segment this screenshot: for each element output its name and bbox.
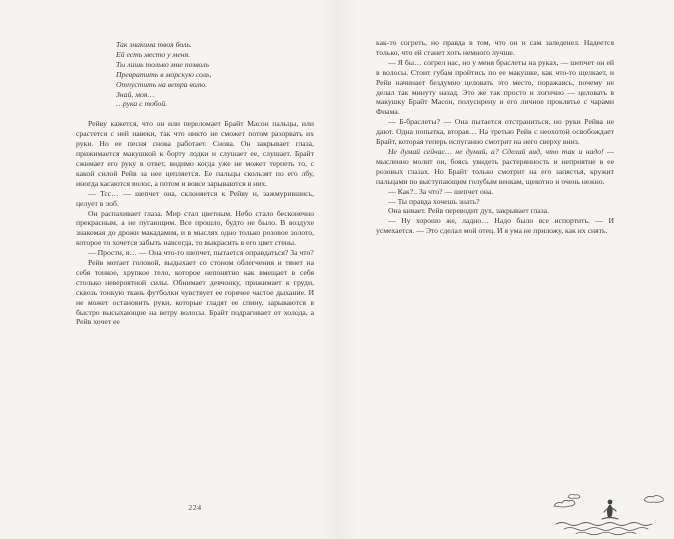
verse-block — [116, 40, 314, 109]
right-page-text-column — [376, 38, 614, 236]
dialogue-paragraph: — Тсс… — шепчет она, склоняется к Рейву и, зажмурившись, целует в лоб. — [76, 188, 314, 208]
page-number: 224 — [188, 503, 202, 512]
dialogue-paragraph: — Прости, я… — Она что-то шепчет, пытается оправдаться? За что? — [88, 248, 314, 258]
verse-line: Так знакома твоя боль. — [116, 40, 192, 49]
verse-line: …рука с тобой. — [116, 99, 168, 109]
figure-on-waves-illustration — [548, 488, 666, 536]
body-paragraph: Рейв мотает головой, выдыхает со стоном облегчения и тянет на себя тонкое, хрупкое тело, которое непонятно как вмещает в себя столько невероятной силы. Обнимает девчонку, прижимает к груди, сквозь тонкую ткань футболки чувствует ее горячее частое дыхание. И не может остановить руки, которые гладят ее спину, зарываются в быстро высыхающие на ветру волосы. Брайт подрагивает от холода, а Рейв хочет ее — [76, 258, 314, 327]
body-paragraph: Он распахивает глаза. Мир стал цветным. Небо стало бесконечно прекрасным, а не пугающим. Все прошло, будто не было. В воздухе знакомая до дрожи макадамия, и в мыслях одно только розовое золото, которое то хочется забыть навсегда, то выкрасить в его цвет стены. — [76, 208, 314, 248]
inner-monologue-paragraph — [376, 147, 614, 187]
verse-line: Ей есть место у меня. — [116, 49, 191, 59]
dialogue-paragraph: — Как?.. За что? — шепчет она. — [388, 186, 494, 196]
dialogue-paragraph: — Я бы… согрел нас, но у меня браслеты на руках, — шепчет он ей в волосы. Стоит губам пройтись по ее макушке, как что-то щелкает, и Рейв начинает бездумно целовать это место, поражаясь, почему не делал так минуту назад. Это же так просто и логично — целовать в макушку Брайт Масон, полусирену и его личное проклятье с чарами Фиама. — [376, 57, 614, 117]
body-paragraph: Рейву кажется, что он или переломает Брайт Масон пальцы, или срастется с ней навеки, так что никто не сможет потом разорвать их руки. Но ее песня снова работает. Снова. Он закрывает глаза, прижимается макушкой к борту лодки и слушает ее, слушает. Брайт сжимает его руку в ответ, видимо когда уже не может терпеть то, с какой силой Рейв за нее цепляется. Ее пальцы скользят по его лбу, иногда касаются волос, а потом и вовсе зарываются в них. — [76, 119, 314, 188]
dialogue-paragraph: — Б-браслеты? — Она пытается отстраниться, но руки Рейва не дают. Одна попытка, вторая… На третью Рейв с неохотой освобождает Брайт, которая теперь испуганно смотрит на него сверху вниз. — [376, 117, 614, 147]
left-page-text-column — [76, 38, 314, 327]
verse-line: Отпустить на ветра волю. — [116, 79, 208, 89]
dialogue-paragraph: — Ты правда хочешь знать? — [388, 196, 480, 206]
verse-line: Превратить в морскую соль, — [116, 69, 212, 79]
page-gutter — [318, 0, 356, 539]
verse-line: Знай, моя… — [116, 89, 155, 99]
verse-line: Ты лишь только мне позволь — [116, 59, 210, 69]
body-paragraph: Она кивает. Рейв переводит дух, закрывает глаза. — [388, 206, 550, 216]
dialogue-paragraph: — Ну хорошо же, ладно… Надо было все испортить. — И усмехается. — Это сделал мой отец. И я ума не приложу, как их снять. — [376, 216, 614, 236]
body-paragraph-continuation: как-то согреть, но правда в том, что он и сам заледенел. Надеется только, что ей станет хоть немного лучше. — [376, 38, 614, 57]
inner-monologue-rest: мысленно молит он, боясь увидеть растерянность и неприятие в ее розовых глазах. Но Брайт только смотрит на его запястья, кружит пальцами по выступающим голубым венкам, щекотно и очень нежно. — [376, 156, 614, 186]
inner-monologue-italic: Не думай сейчас… не думай, а? Сделай вид, что так и надо! — — [388, 146, 614, 156]
